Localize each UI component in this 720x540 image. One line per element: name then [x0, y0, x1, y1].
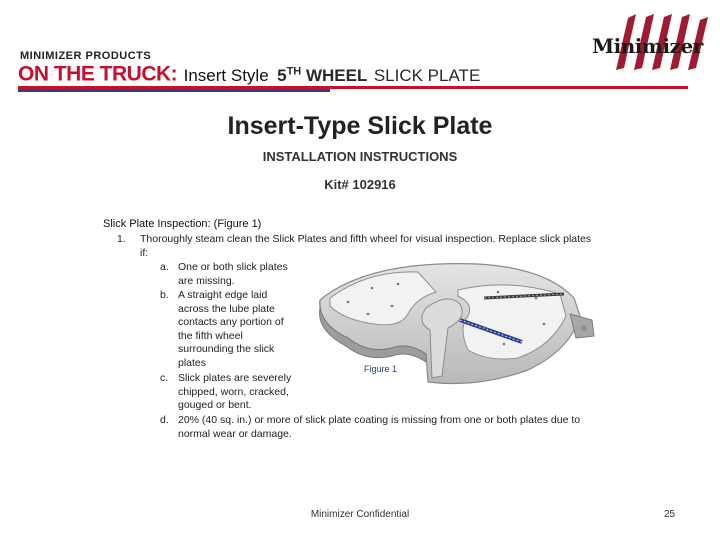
headline-slick-plate: SLICK PLATE: [373, 65, 481, 85]
subitem-text: Slick plates are severely chipped, worn, cracked, gouged or bent.: [178, 372, 292, 411]
subitem-text: One or both slick plates are missing.: [178, 261, 288, 287]
brand-label: MINIMIZER PRODUCTS: [20, 50, 152, 62]
subitem-letter: b.: [160, 289, 169, 301]
header-divider-blue: [18, 89, 330, 92]
subitem-letter: a.: [160, 261, 169, 273]
slide-header: [0, 0, 720, 95]
headline-on-the-truck: ON THE TRUCK:: [18, 62, 178, 86]
kit-number: Kit# 102916: [324, 177, 396, 192]
document-subtitle: INSTALLATION INSTRUCTIONS: [262, 149, 458, 164]
minimizer-logo: [592, 12, 714, 74]
subitem-text: 20% (40 sq. in.) or more of slick plate coating is missing from one or both plates due to normal wear or damage.: [178, 414, 581, 440]
item-number: 1.: [117, 233, 126, 245]
subitem-letter: d.: [160, 414, 169, 426]
subitem-letter: c.: [160, 372, 169, 384]
subitem-text: A straight edge laid across the lube plate contacts any portion of the fifth wheel surrounding the slick plates: [178, 289, 284, 369]
footer-confidential: Minimizer Confidential: [310, 509, 410, 520]
slide-headline: [18, 60, 481, 86]
fifth-wheel-figure: [308, 258, 598, 393]
fifth-wheel-illustration: [308, 258, 598, 393]
document-title-wrap: [0, 112, 720, 141]
page-number: 25: [664, 509, 676, 520]
figure-caption: Figure 1: [364, 364, 398, 374]
headline-insert-style: Insert Style: [183, 65, 269, 85]
document-title: Insert-Type Slick Plate: [227, 112, 493, 140]
logo-wordmark: Minimizer: [592, 34, 703, 58]
section-heading: Slick Plate Inspection: (Figure 1): [103, 218, 262, 230]
item-text: Thoroughly steam clean the Slick Plates and fifth wheel for visual inspection. Replace slick plates if:: [140, 233, 592, 259]
headline-fifth-wheel: 5TH WHEEL: [277, 65, 368, 85]
